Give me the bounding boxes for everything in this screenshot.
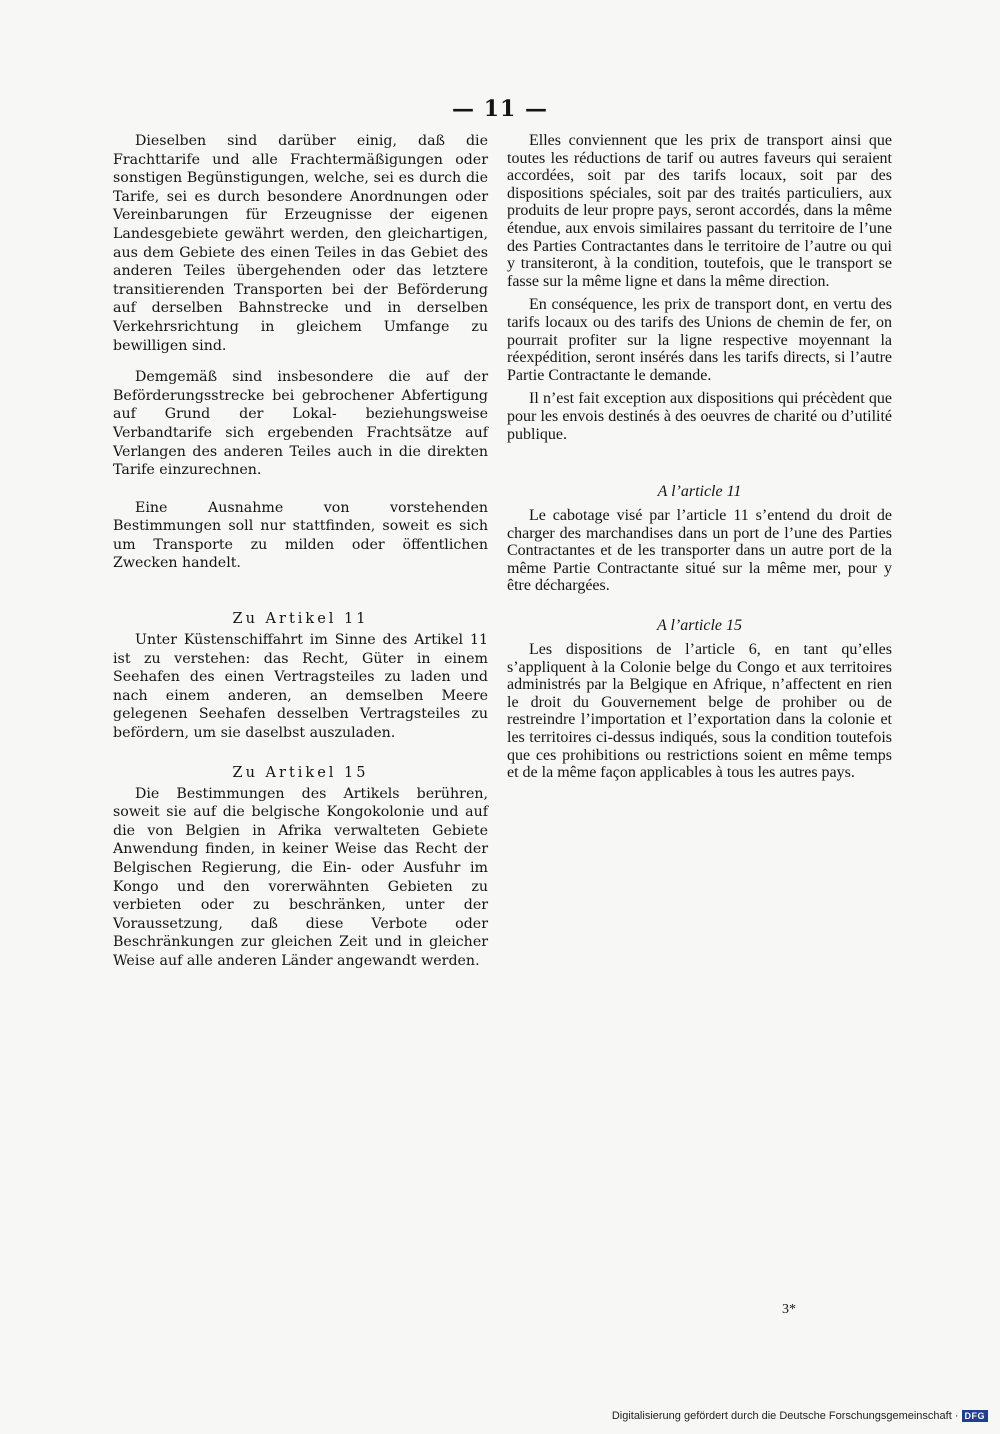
footer-text: Digitalisierung gefördert durch die Deutsche Forschungsgemeinschaft · [611,1410,959,1422]
german-paragraph-3: Eine Ausnahme von vorstehenden Bestimmungen soll nur stattfinden, soweit es sich um Transporte zu milden oder öffentlichen Zwecken handelt. [113,499,488,572]
german-paragraph-4: Unter Küstenschiffahrt im Sinne des Artikel 11 ist zu verstehen: das Recht, Güter in einem Seehafen des einen Vertragsteiles zu laden und nach einem anderen, an demselben Meere gelegenen Seehafen desselben Vertragsteiles zu befördern, um sie daselbst auszuladen. [113,632,488,742]
german-paragraph-5: Die Bestimmungen des Artikels berühren, soweit sie auf die belgische Kongokolonie und auf die von Belgien in Afrika verwalteten Gebiete Anwendung finden, in keiner Weise das Recht der Belgischen Regierung, die Ein- oder Ausfuhr im Kongo und den vorerwähnten Gebieten zu verbieten oder zu beschränken, unter der Voraussetzung, daß diese Verbote oder Beschränkungen zur gleichen Zeit und in gleicher Weise auf alle anderen Länder angewandt werden. [113,785,488,969]
french-paragraph-5: Les dispositions de l’article 6, en tant qu’elles s’appliquent à la Colonie belge du Congo et aux territoires administrés par la Belgique en Afrique, n’affectent en rien le droit du Gouvernement belge de prohiber ou de restreindre l’importation et l’exportation dans la colonie et les territoires ci-dessus indiqués, sous la condition toutefois que ces prohibitions ou restrictions soient en même temps et de la même façon applicables à tous les autres pays. [507,641,892,782]
french-column [507,132,892,782]
french-paragraph-4: Le cabotage visé par l’article 11 s’entend du droit de charger des marchandises dans un port de l’une des Parties Contractantes et de les transporter dans un autre port de la même Partie Contractante situé sur la même mer, pour y être déchargées. [507,507,892,595]
french-heading-article-15: A l’article 15 [656,617,743,635]
german-paragraph-2: Demgemäß sind insbesondere die auf der Beförderungsstrecke bei gebrochener Abfertigung auf Grund der Lokal- beziehungsweise Verbandtarife sich ergebenden Frachtsätze auf Verlangen des anderen Teiles auch in die direkten Tarife einzurechnen. [113,369,488,479]
german-heading-article-11: Zu Artikel 11 [232,611,369,628]
german-paragraph-1: Dieselben sind darüber einig, daß die Frachttarife und alle Frachtermäßigungen oder sonstigen Begünstigungen, welche, sei es durch die Tarife, sei es durch besondere Anordnungen oder Vereinbarungen für Erzeugnisse der eigenen Landesgebiete gewährt werden, den gleichartigen, aus dem Gebiete des einen Teiles in das Gebiet des anderen Teiles übergehenden oder das letztere transitierenden Transporten bei der Beförderung auf derselben Bahnstrecke und in derselben Verkehrsrichtung in gleichem Umfange zu bewilligen sind. [113,133,488,354]
french-paragraph-1: Elles conviennent que les prix de transport ainsi que toutes les réductions de tarif ou autres faveurs qui seraient accordées, soit par des tarifs locaux, soit par des dispositions spéciales, soit par des traités particuliers, aux produits de leur propre pays, seront accordés, dans la même étendue, aux envois similaires passant du territoire de l’une des Parties Contractantes dans le territoire de l’autre ou qui y transiteront, à la condition, toutefois, que le transport se fasse sur la même ligne et dans la même direction. [507,132,892,290]
page-number: — 11 — [452,96,548,122]
footer [612,1410,988,1422]
german-heading-article-15: Zu Artikel 15 [232,764,369,781]
german-column [113,132,488,971]
dfg-logo-icon: DFG [962,1410,989,1422]
french-paragraph-2: En conséquence, les prix de transport dont, en vertu des tarifs locaux ou des tarifs des Unions de chemin de fer, on pourrait profiter sur la ligne respective moyennant la réexpédition, seront insérés dans les tarifs directs, si l’autre Partie Contractante le demande. [507,296,892,384]
signature-mark: 3* [782,1302,796,1317]
french-paragraph-3: Il n’est fait exception aux dispositions qui précèdent que pour les envois destinés à des oeuvres de charité ou d’utilité publique. [507,390,892,443]
french-heading-article-11: A l’article 11 [657,483,742,501]
